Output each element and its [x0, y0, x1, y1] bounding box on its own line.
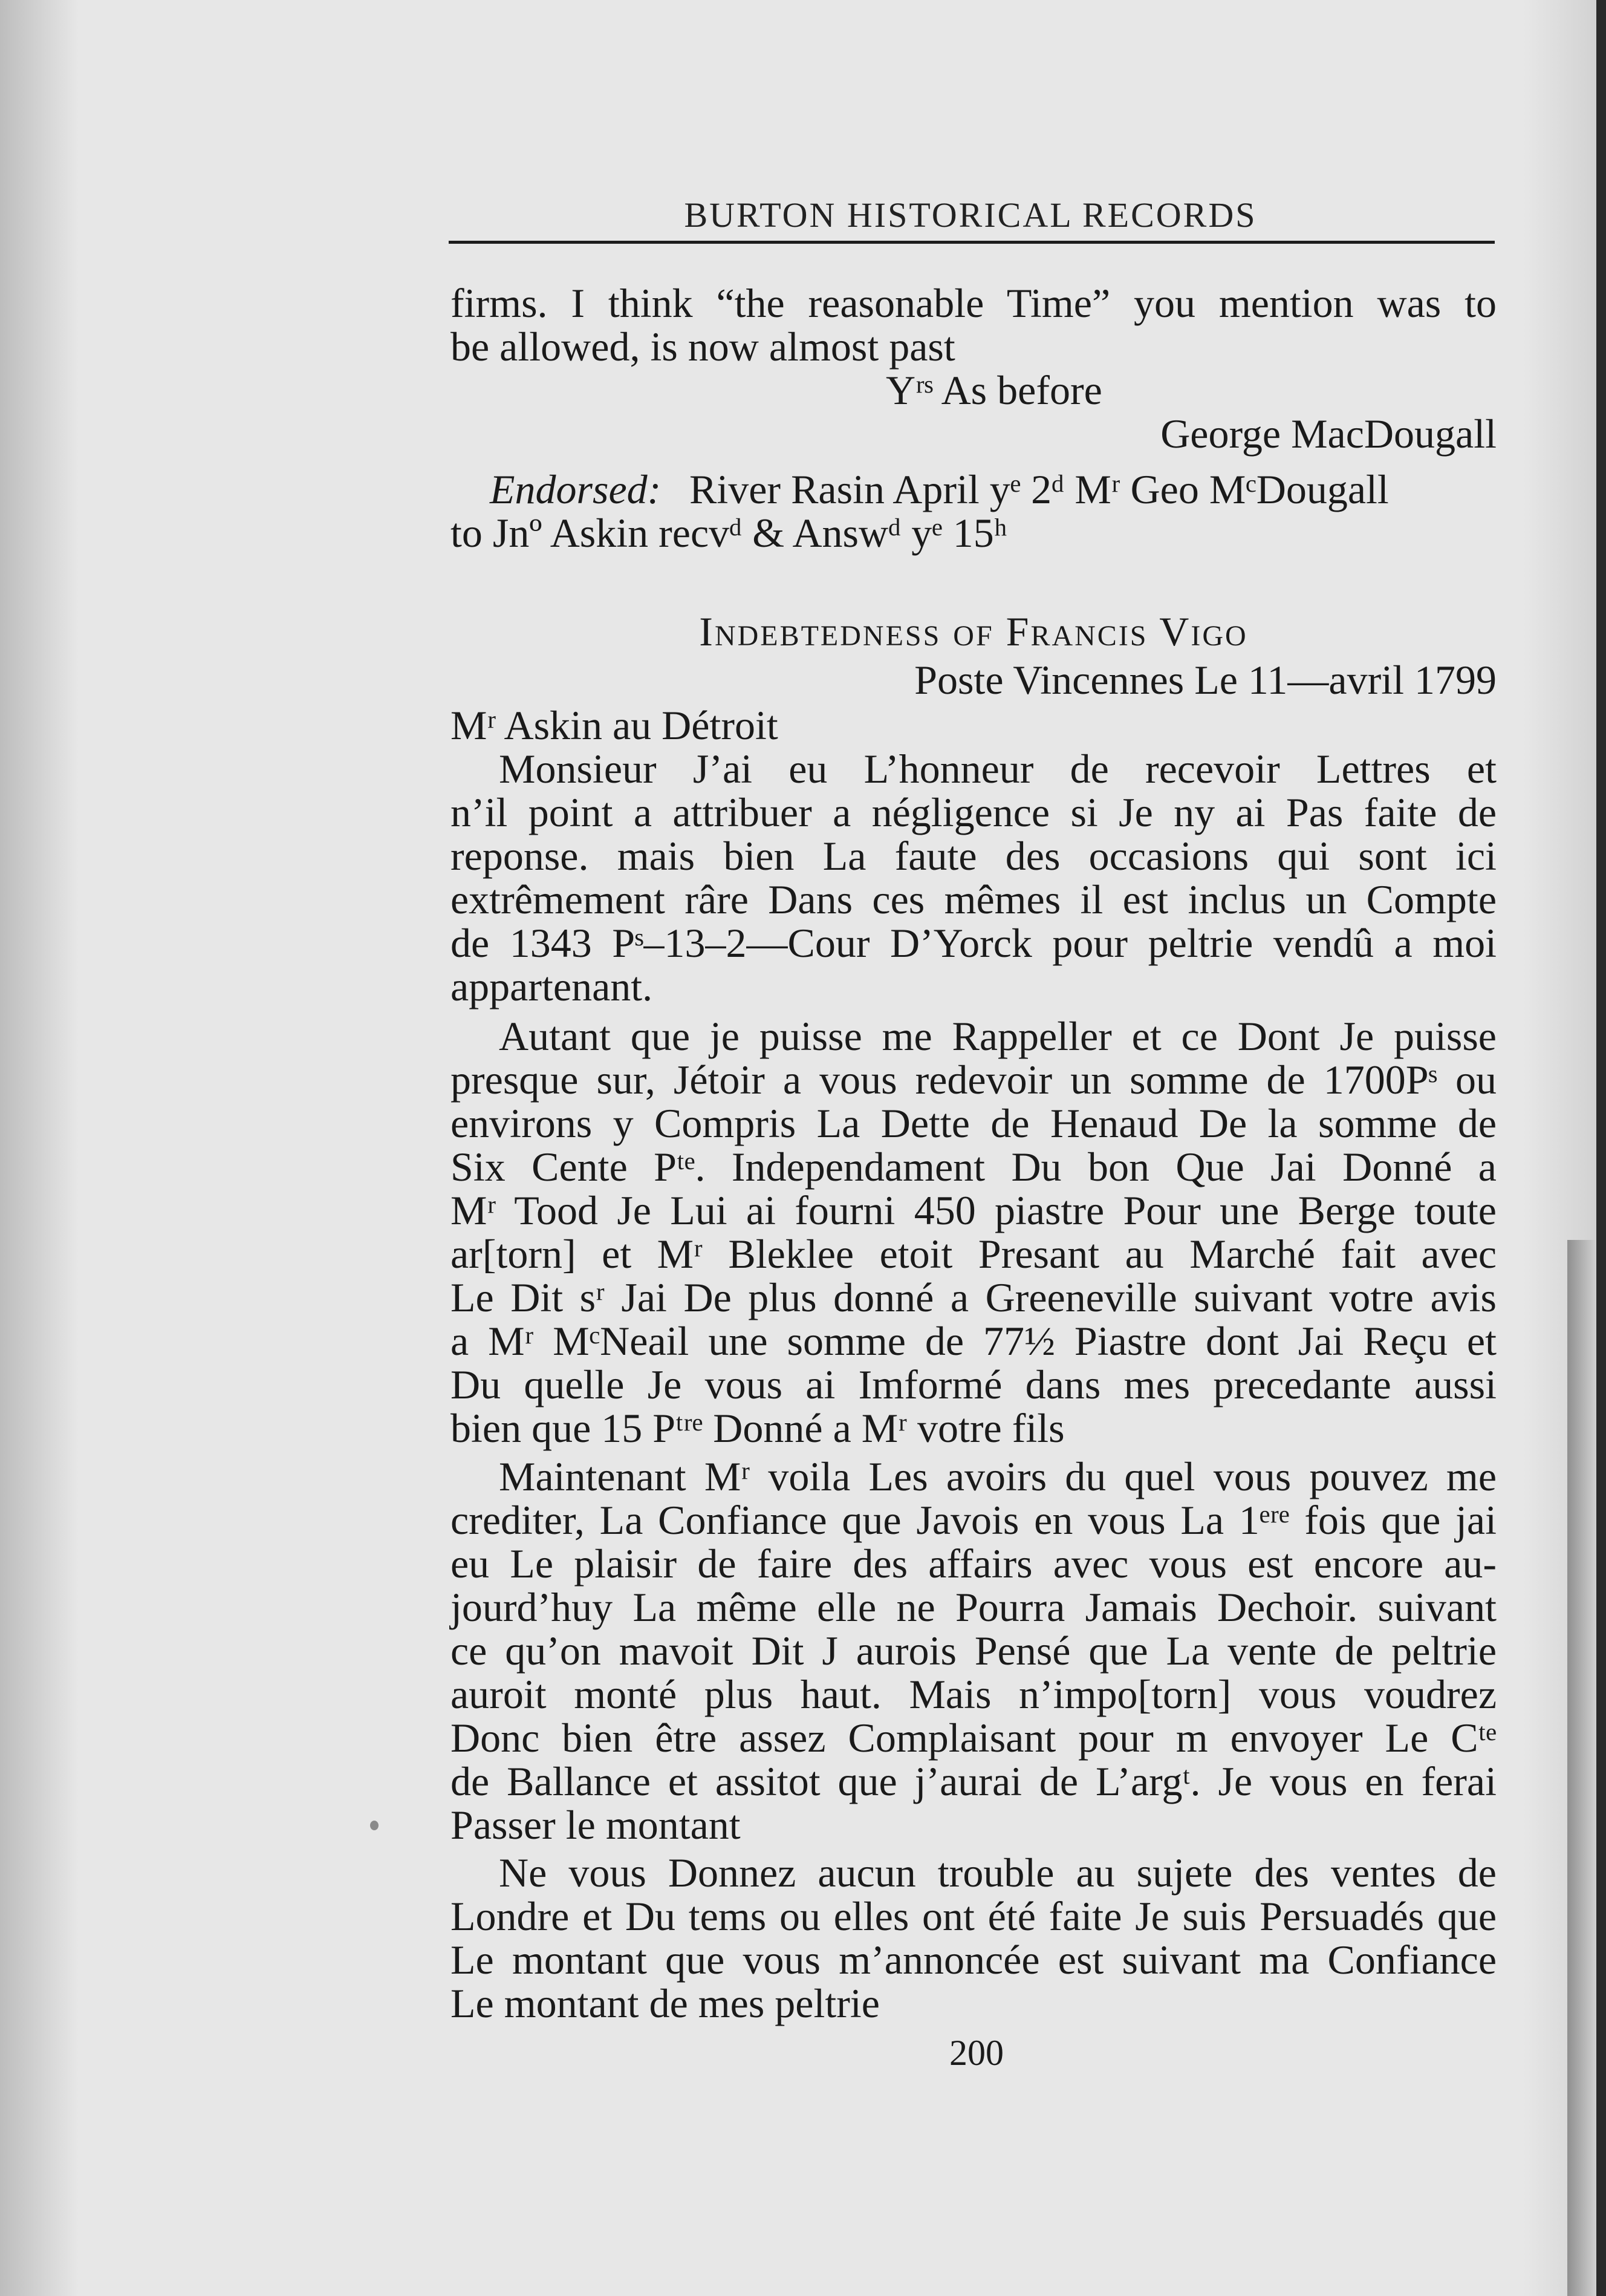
running-head: BURTON HISTORICAL RECORDS [684, 195, 1257, 235]
body-line: Mʳ Tood Je Lui ai fourni 450 piastre Pour une Berge toute [450, 1187, 1497, 1233]
endorsement-line-2: to Jnº Askin recvᵈ & Answᵈ yᵉ 15ʰ [450, 510, 1007, 556]
body-line: ce qu’on mavoit Dit J aurois Pensé que La vente de peltrie [450, 1628, 1497, 1674]
page-number: 200 [949, 2033, 1004, 2073]
body-line: Du quelle Je vous ai Imformé dans mes precedante aussi [450, 1362, 1497, 1407]
body-line: eu Le plaisir de faire des affairs avec vous est encore au- [450, 1541, 1497, 1587]
body-line: jourd’huy La même elle ne Pourra Jamais Dechoir. suivant [450, 1584, 1497, 1630]
body-line: presque sur, Jétoir a vous redevoir un somme de 1700Pˢ ou [450, 1057, 1497, 1103]
torn-page-edge [1567, 1240, 1604, 2296]
paper-speck [370, 1821, 379, 1830]
endorsement-text: River Rasin April yᵉ 2ᵈ Mʳ Geo MᶜDougall [689, 466, 1389, 512]
body-line: de Ballance et assitot que j’aurai de L’argᵗ. Je vous en ferai [450, 1758, 1497, 1804]
body-line: bien que 15 Pᵗʳᵉ Donné a Mʳ votre fils [450, 1405, 1065, 1451]
letter-closing: Yʳˢ As before [886, 367, 1102, 413]
section-title: Indebtedness of Francis Vigo [699, 608, 1248, 654]
body-line: Six Cente Pᵗᵉ. Independament Du bon Que Jai Donné a [450, 1144, 1497, 1190]
endorsed-label: Endorsed: [490, 466, 662, 512]
body-line: Londre et Du tems ou elles ont été faite Je suis Persuadés que [450, 1893, 1497, 1939]
body-line: crediter, La Confiance que Javois en vous La 1ᵉʳᵉ fois que jai [450, 1497, 1497, 1543]
letter-signature: George MacDougall [1160, 411, 1497, 457]
dateline: Poste Vincennes Le 11—avril 1799 [914, 657, 1497, 703]
body-line: de 1343 Pˢ–13–2—Cour D’Yorck pour peltrie vendû a moi [450, 920, 1497, 966]
body-line: Donc bien être assez Complaisant pour m envoyer Le Cᵗᵉ [450, 1715, 1497, 1761]
body-line: Monsieur J’ai eu L’honneur de recevoir Lettres et [499, 746, 1497, 792]
body-line: Maintenant Mʳ voila Les avoirs du quel vous pouvez me [499, 1453, 1497, 1499]
body-line: Autant que je puisse me Rappeller et ce Dont Je puisse [499, 1013, 1497, 1059]
endorsement-line [450, 468, 1497, 511]
body-line: Le Dit sʳ Jai De plus donné a Greeneville suivant votre avis [450, 1274, 1497, 1320]
body-line: Le montant que vous m’annoncée est suivant ma Confiance [450, 1937, 1497, 1983]
body-line: appartenant. [450, 964, 653, 1009]
body-line: Ne vous Donnez aucun trouble au sujete des ventes de [499, 1850, 1497, 1896]
body-line: reponse. mais bien La faute des occasions qui sont ici [450, 833, 1497, 879]
addressee: Mʳ Askin au Détroit [450, 702, 778, 748]
body-line: Le montant de mes peltrie [450, 1980, 880, 2026]
letter-line: be allowed, is now almost past [450, 324, 955, 370]
body-line: auroit monté plus haut. Mais n’impo[torn] vous voudrez [450, 1671, 1497, 1717]
body-line: Passer le montant [450, 1802, 741, 1848]
letter-line: firms. I think “the reasonable Time” you mention was to [450, 280, 1497, 326]
body-line: extrêmement râre Dans ces mêmes il est inclus un Compte [450, 876, 1497, 922]
header-rule [449, 241, 1495, 244]
body-line: ar[torn] et Mʳ Bleklee etoit Presant au Marché fait avec [450, 1231, 1497, 1277]
body-line: n’il point a attribuer a négligence si Je ny ai Pas faite de [450, 789, 1497, 835]
body-line: a Mʳ MᶜNeail une somme de 77½ Piastre dont Jai Reçu et [450, 1318, 1497, 1364]
body-line: environs y Compris La Dette de Henaud De la somme de [450, 1100, 1497, 1146]
